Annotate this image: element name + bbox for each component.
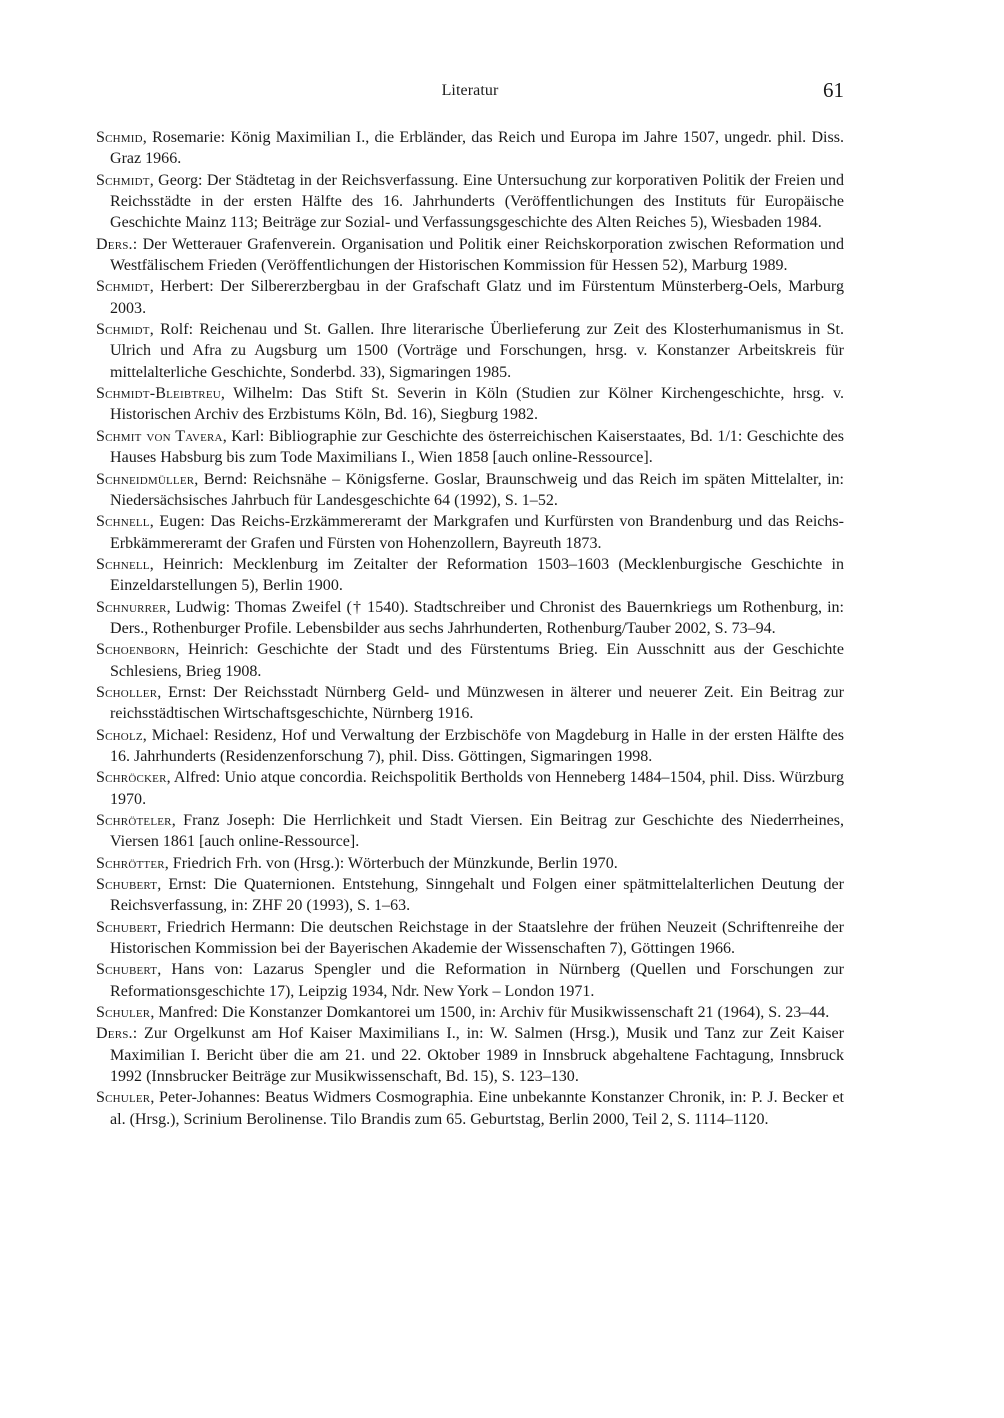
bibliography-entry — [96, 234, 844, 277]
running-title: Literatur — [441, 82, 499, 99]
entry-author: Schnell — [96, 513, 150, 531]
running-header — [96, 78, 844, 110]
entry-text: : Der Wetterauer Grafenverein. Organisation und Politik einer Reichskorporation zwischen Reformation und Westfälischem Frieden (Veröffentlichungen der Historischen Kommission für Hessen 52), Marburg 1989. — [110, 235, 844, 275]
entry-author: Schubert — [96, 961, 158, 979]
bibliography-entry — [96, 1087, 844, 1130]
entry-text: , Heinrich: Mecklenburg im Zeitalter der Reformation 1503–1603 (Mecklenburgische Geschichte in Einzeldarstellungen 5), Berlin 1900. — [110, 555, 844, 595]
bibliography-entry — [96, 767, 844, 810]
entry-author: Schröcker — [96, 769, 167, 787]
entry-author: Schubert — [96, 876, 158, 894]
entry-author: Scholler — [96, 683, 158, 701]
bibliography-entry — [96, 853, 844, 874]
entry-author: Schuler — [96, 1004, 151, 1022]
bibliography-entry — [96, 276, 844, 319]
entry-author: Schoenborn — [96, 641, 176, 659]
bibliography-entry — [96, 170, 844, 234]
bibliography-entry — [96, 127, 844, 170]
entry-text: , Ernst: Der Reichsstadt Nürnberg Geld- und Münzwesen in älterer und neuerer Zeit. Ein Beitrag zur reichsstädtischen Wirtschaftsgeschichte, Nürnberg 1916. — [110, 683, 844, 723]
entry-author: Schmid — [96, 129, 143, 146]
entry-author: Schuler — [96, 1089, 151, 1107]
entry-author: Schrötter — [96, 854, 165, 872]
bibliography-entry — [96, 810, 844, 853]
entry-author: Schneidmüller — [96, 470, 195, 488]
entry-text: , Rolf: Reichenau und St. Gallen. Ihre literarische Überlieferung zur Zeit des Klosterhumanismus in St. Ulrich und Afra zu Augsburg um 1500 (Vorträge und Forschungen, hrsg. v. Konstanzer Arbeitskreis für mittelalterliche Geschichte, Sonderbd. 33), Sigmaringen 1985. — [110, 321, 844, 381]
entry-author: Scholz — [96, 726, 143, 744]
entry-text: , Alfred: Unio atque concordia. Reichspolitik Bertholds von Henneberg 1484–1504, phil. Diss. Würzburg 1970. — [110, 769, 844, 808]
entry-text: , Peter-Johannes: Beatus Widmers Cosmographia. Eine unbekannte Konstanzer Chronik, in: P. J. Becker et al. (Hrsg.), Scrinium Berolinense. Tilo Brandis zum 65. Geburtstag, Berlin 2000, Teil 2, S. 1114–1120. — [110, 1089, 844, 1128]
bibliography-entry — [96, 639, 844, 682]
bibliography-entry — [96, 917, 844, 960]
page-number: 61 — [823, 78, 844, 102]
entry-text: , Friedrich Frh. von (Hrsg.): Wörterbuch der Münzkunde, Berlin 1970. — [164, 854, 618, 872]
bibliography-entry — [96, 426, 844, 469]
entry-text: : Zur Orgelkunst am Hof Kaiser Maximilians I., in: W. Salmen (Hrsg.), Musik und Tanz zur Zeit Kaiser Maximilian I. Bericht über die am 21. und 22. Oktober 1989 in Innsbruck abgehaltene Fachtagung, Innsbruck 1992 (Innsbrucker Beiträge zur Musikwissenschaft, Bd. 15), S. 123–130. — [110, 1025, 844, 1086]
entry-author: Schnell — [96, 555, 150, 573]
entry-text: , Friedrich Hermann: Die deutschen Reichstage in der Staatslehre der frühen Neuzeit (Schriftenreihe der Historischen Kommission bei der Bayerischen Akademie der Wissenschaften 7), Göttingen 1966. — [110, 918, 844, 958]
entry-text: , Heinrich: Geschichte der Stadt und des Fürstentums Brieg. Ein Ausschnitt aus der Geschichte Schlesiens, Brieg 1908. — [110, 641, 844, 680]
entry-author: Ders. — [96, 1025, 133, 1043]
bibliography-entry — [96, 874, 844, 917]
entry-author: Schmit von Tavera — [96, 427, 223, 445]
bibliography-entry — [96, 319, 844, 383]
bibliography-entry — [96, 597, 844, 640]
entry-text: , Wilhelm: Das Stift St. Severin in Köln (Studien zur Kölner Kirchengeschichte, hrsg. v. Historischen Archiv des Erzbistums Köln, Bd. 16), Siegburg 1982. — [110, 385, 844, 424]
entry-text: , Rosemarie: König Maximilian I., die Erbländer, das Reich und Europa im Jahre 1507, ungedr. phil. Diss. Graz 1966. — [110, 129, 844, 168]
entry-text: , Manfred: Die Konstanzer Domkantorei um 1500, in: Archiv für Musikwissenschaft 21 (1964), S. 23–44. — [150, 1004, 830, 1022]
bibliography-entry — [96, 682, 844, 725]
entry-author: Schnurrer — [96, 598, 167, 616]
entry-text: , Franz Joseph: Die Herrlichkeit und Stadt Viersen. Ein Beitrag zur Geschichte des Niederrheines, Viersen 1861 [auch online-Ressource]. — [110, 812, 844, 851]
entry-text: , Eugen: Das Reichs-Erzkämmereramt der Markgrafen und Kurfürsten von Brandenburg und das Reichs-Erbkämmereramt der Grafen und Fürsten von Hohenzollern, Bayreuth 1873. — [110, 513, 844, 552]
entry-author: Schröteler — [96, 812, 172, 829]
bibliography-entry — [96, 554, 844, 597]
bibliography-entry — [96, 1002, 844, 1023]
entry-text: , Herbert: Der Silbererzbergbau in der Grafschaft Glatz und im Fürstentum Münsterberg-Oels, Marburg 2003. — [110, 278, 844, 317]
bibliography-entry — [96, 511, 844, 554]
entry-author: Schmidt — [96, 278, 150, 296]
entry-author: Schmidt-Bleibtreu — [96, 385, 221, 403]
entry-text: , Georg: Der Städtetag in der Reichsverfassung. Eine Untersuchung zur korporativen Politik der Freien und Reichsstädte in der ersten Hälfte des 16. Jahrhunderts (Veröffentlichungen des Instituts für Europäische Geschichte Mainz 113; Beiträge zur Sozial- und Verfassungsgeschichte des Alten Reiches 5), Wiesbaden 1984. — [110, 171, 844, 232]
entry-author: Ders. — [96, 235, 133, 253]
bibliography-entry — [96, 383, 844, 426]
book-page — [96, 78, 844, 1130]
entry-text: , Bernd: Reichsnähe – Königsferne. Goslar, Braunschweig und das Reich im späten Mittelalter, in: Niedersächsisches Jahrbuch für Landesgeschichte 64 (1992), S. 1–52. — [110, 470, 844, 509]
entry-text: , Karl: Bibliographie zur Geschichte des österreichischen Kaiserstaates, Bd. 1/1: Geschichte des Hauses Habsburg bis zum Tode Maximilians I., Wien 1858 [auch online-Ressource]. — [110, 427, 844, 467]
entry-author: Schmidt — [96, 321, 150, 339]
bibliography-entry — [96, 469, 844, 512]
entry-text: , Hans von: Lazarus Spengler und die Reformation in Nürnberg (Quellen und Forschungen zur Reformationsgeschichte 17), Leipzig 1934, Ndr. New York – London 1971. — [110, 961, 844, 1000]
entry-text: , Michael: Residenz, Hof und Verwaltung der Erzbischöfe von Magdeburg in Halle in der ersten Hälfte des 16. Jahrhunderts (Residenzenforschung 7), phil. Diss. Göttingen, Sigmaringen 1998. — [110, 726, 844, 765]
entry-text: , Ludwig: Thomas Zweifel († 1540). Stadtschreiber und Chronist des Bauernkriegs um Rothenburg, in: Ders., Rothenburger Profile. Lebensbilder aus sechs Jahrhunderten, Rothenburg/Tauber 2002, S. 73–94. — [110, 598, 844, 637]
bibliography-entry — [96, 959, 844, 1002]
entry-author: Schmidt — [96, 171, 150, 189]
bibliography-list — [96, 127, 844, 1130]
entry-text: , Ernst: Die Quaternionen. Entstehung, Sinngehalt und Folgen einer spätmittelalterlichen Deutung der Reichsverfassung, in: ZHF 20 (1993), S. 1–63. — [110, 876, 844, 915]
bibliography-entry — [96, 1023, 844, 1087]
bibliography-entry — [96, 725, 844, 768]
entry-author: Schubert — [96, 918, 158, 936]
